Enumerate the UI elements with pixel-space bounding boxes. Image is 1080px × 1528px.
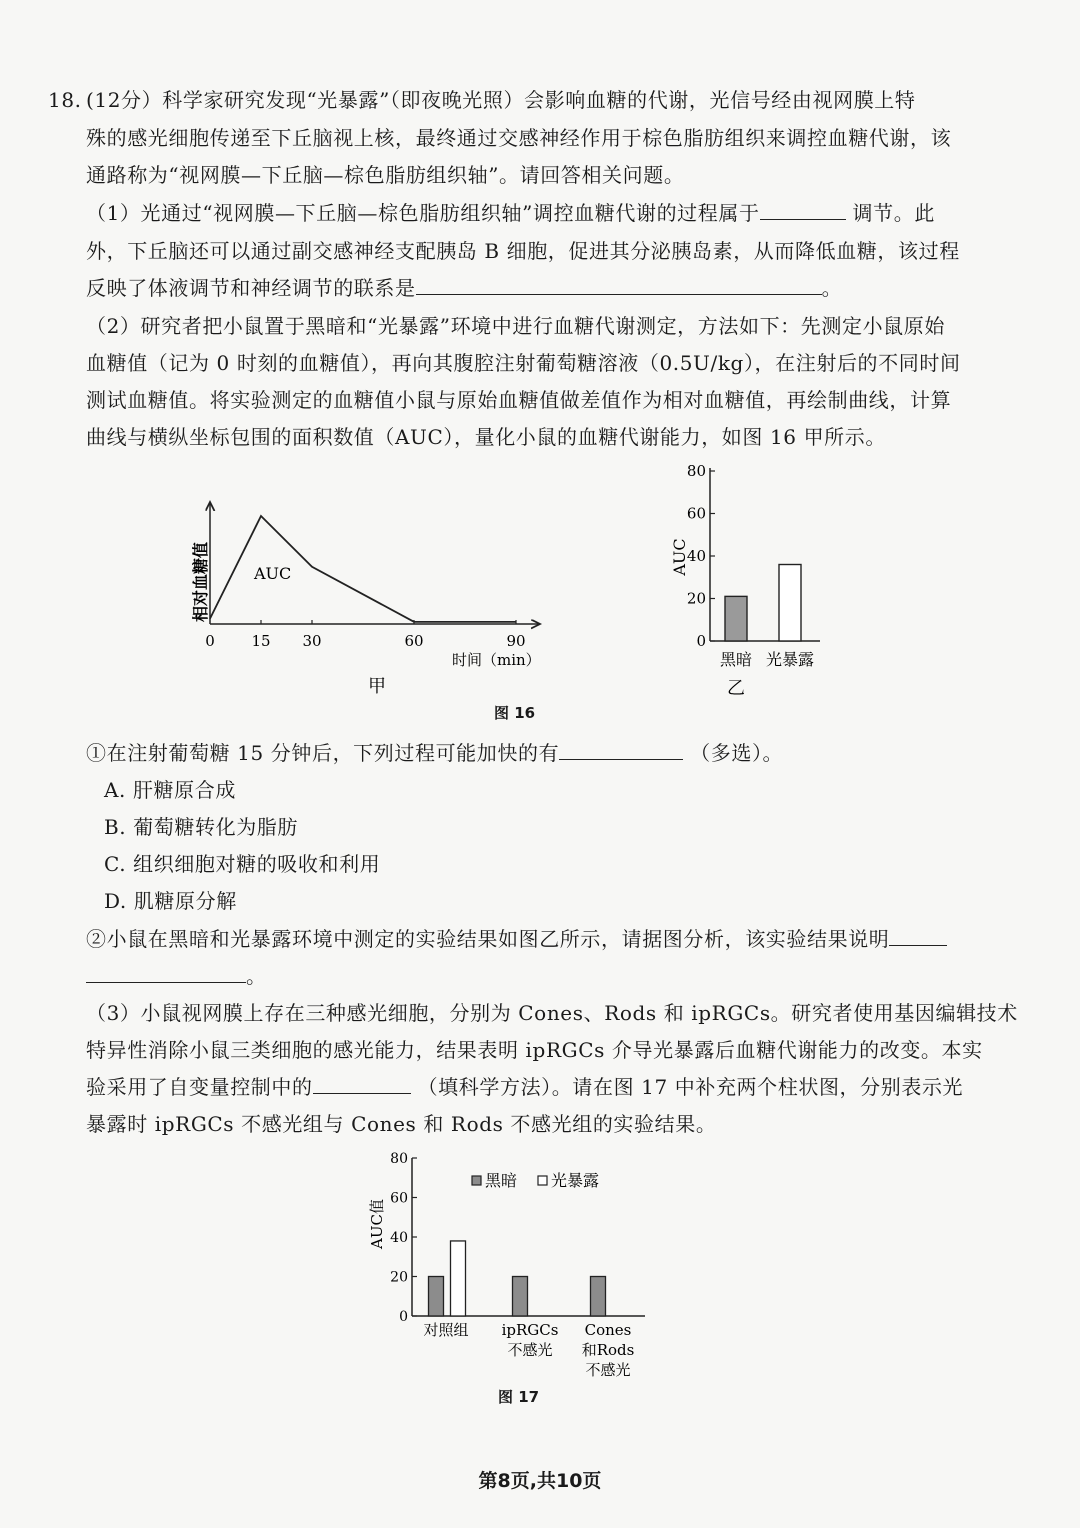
question-number: 18. xyxy=(48,88,82,112)
y-tick-label: 60 xyxy=(686,504,706,523)
subfigure-label: 甲 xyxy=(368,676,386,697)
bar xyxy=(725,596,747,641)
bar xyxy=(513,1277,528,1317)
part3-text: （填科学方法）。请在图 17 中补充两个柱状图，分别表示光 xyxy=(417,1075,964,1099)
part3-text: 验采用了自变量控制中的 xyxy=(86,1075,313,1099)
part2-line: 血糖值（记为 0 时刻的血糖值），再向其腹腔注射葡萄糖溶液（0.5U/kg），在注射后的不同时间 xyxy=(86,351,961,375)
part3-line: 暴露时 ipRGCs 不感光组与 Cones 和 Rods 不感光组的实验结果。 xyxy=(86,1112,717,1136)
question-text-line: (12分）科学家研究发现“光暴露”（即夜晚光照）会影响血糖的代谢，光信号经由视网膜上特 xyxy=(86,88,916,112)
legend-swatch xyxy=(472,1176,481,1185)
x-tick-label: 15 xyxy=(251,632,271,650)
fig17-chart xyxy=(360,1146,660,1386)
part1-text: 反映了体液调节和神经调节的联系是 xyxy=(86,276,416,300)
option-a[interactable]: A. 肝糖原合成 xyxy=(104,778,236,802)
option-b[interactable]: B. 葡萄糖转化为脂肪 xyxy=(104,815,299,839)
bar xyxy=(451,1241,466,1316)
answer-blank[interactable] xyxy=(313,1073,411,1094)
auc-label: AUC xyxy=(254,564,292,583)
legend-label: 黑暗 xyxy=(485,1171,518,1190)
answer-blank[interactable] xyxy=(559,739,683,760)
bar xyxy=(429,1277,444,1317)
y-tick-label: 40 xyxy=(686,547,706,565)
part1-text: 调节。此 xyxy=(852,201,935,225)
x-category-label: 黑暗 xyxy=(719,650,753,669)
page-footer: 第8页,共10页 xyxy=(478,1470,602,1492)
figure-caption: 图 17 xyxy=(498,1388,540,1406)
option-c[interactable]: C. 组织细胞对糖的吸收和利用 xyxy=(104,852,381,876)
subq1-line xyxy=(86,739,783,767)
y-tick-label: 60 xyxy=(390,1190,408,1207)
subfigure-label: 乙 xyxy=(727,678,745,699)
answer-blank[interactable] xyxy=(416,274,822,295)
y-tick-label: 20 xyxy=(686,589,706,608)
y-tick-label: 0 xyxy=(696,632,706,650)
y-axis-label: AUC值 xyxy=(368,1199,386,1249)
fig16-yi-chart xyxy=(660,458,840,704)
part2-line: （2）研究者把小鼠置于黑暗和“光暴露”环境中进行血糖代谢测定，方法如下：先测定小鼠原始 xyxy=(86,314,945,338)
x-category-label: ipRGCs xyxy=(501,1321,559,1339)
y-tick-label: 0 xyxy=(399,1309,408,1325)
x-category-label: 不感光 xyxy=(585,1361,631,1379)
part2-line: 测试血糖值。将实验测定的血糖值小鼠与原始血糖值做差值作为相对血糖值，再绘制曲线，计算 xyxy=(86,388,952,412)
part1-line2: 外，下丘脑还可以通过副交感神经支配胰岛 B 细胞，促进其分泌胰岛素，从而降低血糖，该过程 xyxy=(86,239,960,263)
y-axis-label: AUC xyxy=(670,538,689,576)
x-tick-label: 60 xyxy=(404,632,424,650)
part2-line: 曲线与横纵坐标包围的面积数值（AUC），量化小鼠的血糖代谢能力，如图 16 甲所示。 xyxy=(86,425,886,449)
x-category-label: 不感光 xyxy=(507,1341,553,1359)
question-text-line: 通路称为“视网膜—下丘脑—棕色脂肪组织轴”。请回答相关问题。 xyxy=(86,163,685,187)
x-tick-label: 30 xyxy=(302,632,322,650)
y-axis-label: 相对血糖值 xyxy=(191,541,210,623)
bar xyxy=(591,1277,606,1317)
answer-blank[interactable] xyxy=(889,925,947,946)
part3-line: （3）小鼠视网膜上存在三种感光细胞，分别为 Cones、Rods 和 ipRGCs。研究者使用基因编辑技术 xyxy=(86,1001,1018,1025)
part1-text: （1）光通过“视网膜—下丘脑—棕色脂肪组织轴”调控血糖代谢的过程属于 xyxy=(86,201,760,225)
fig16-jia-chart xyxy=(180,490,560,705)
subq2-line xyxy=(86,925,947,953)
subq2-text: ②小鼠在黑暗和光暴露环境中测定的实验结果如图乙所示，请据图分析，该实验结果说明 xyxy=(86,927,890,951)
question-text-line: 殊的感光细胞传递至下丘脑视上核，最终通过交感神经作用于棕色脂肪组织来调控血糖代谢，该 xyxy=(86,126,952,150)
bar xyxy=(779,565,801,642)
subq1-text: （多选）。 xyxy=(690,741,784,765)
part1-text: 。 xyxy=(821,276,843,300)
y-tick-label: 40 xyxy=(390,1230,408,1246)
part1-line1 xyxy=(86,199,935,227)
subq2-line2 xyxy=(86,962,267,990)
x-tick-label: 0 xyxy=(205,632,215,650)
figure-caption: 图 16 xyxy=(494,704,536,722)
x-tick-label: 90 xyxy=(506,632,526,650)
answer-blank[interactable] xyxy=(86,962,246,983)
option-d[interactable]: D. 肌糖原分解 xyxy=(104,889,237,913)
answer-blank[interactable] xyxy=(760,199,846,220)
x-category-label: 光暴露 xyxy=(765,650,815,669)
part3-line: 特异性消除小鼠三类细胞的感光能力，结果表明 ipRGCs 介导光暴露后血糖代谢能力的改变。本实 xyxy=(86,1038,983,1062)
part3-line xyxy=(86,1073,963,1101)
legend-label: 光暴露 xyxy=(551,1171,600,1190)
x-category-label: Cones xyxy=(584,1321,632,1339)
x-category-label: 和Rods xyxy=(581,1341,635,1359)
x-axis-label: 时间（min） xyxy=(452,651,541,669)
y-tick-label: 20 xyxy=(390,1269,408,1286)
legend-swatch xyxy=(538,1176,547,1185)
subq2-text: 。 xyxy=(246,964,267,988)
y-tick-label: 80 xyxy=(686,462,706,480)
subq1-text: ①在注射葡萄糖 15 分钟后，下列过程可能加快的有 xyxy=(86,741,560,765)
part1-line3 xyxy=(86,274,842,302)
y-tick-label: 80 xyxy=(390,1151,408,1167)
x-category-label: 对照组 xyxy=(423,1321,469,1339)
